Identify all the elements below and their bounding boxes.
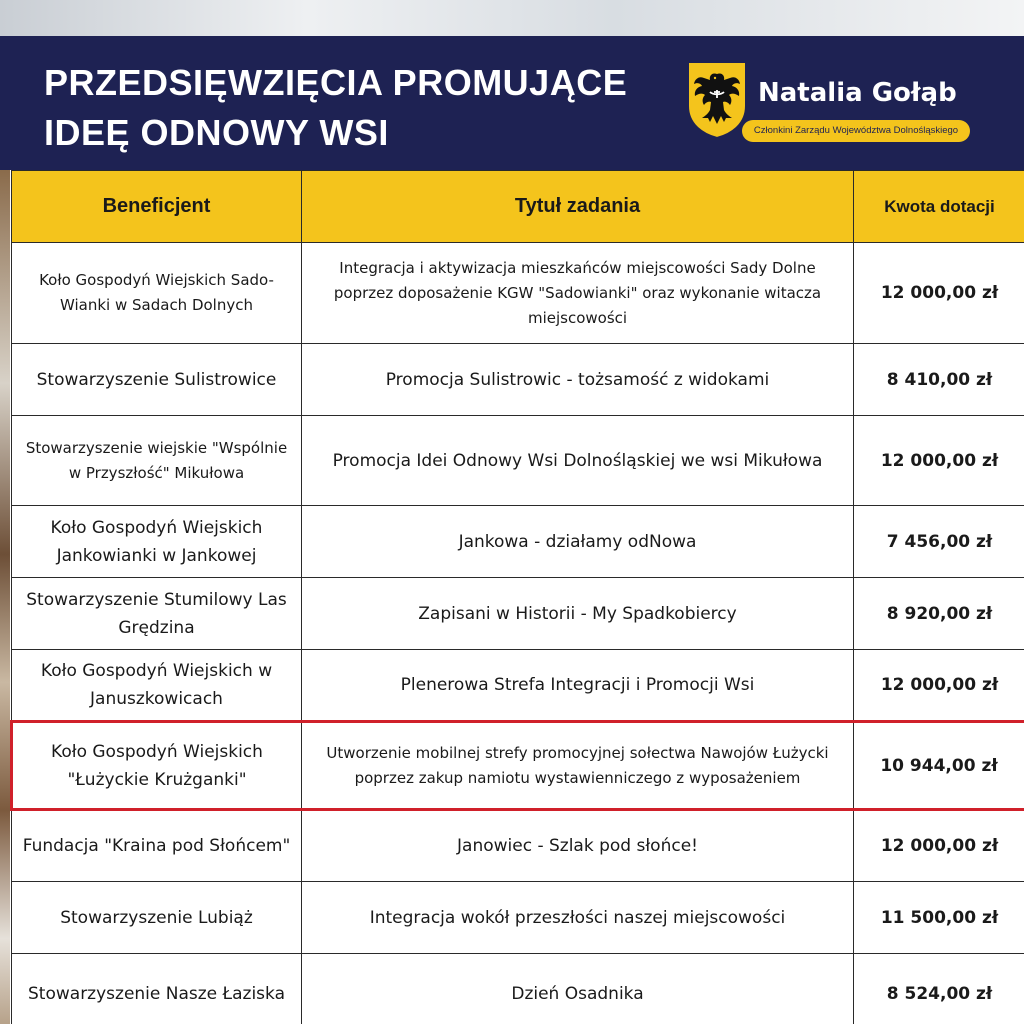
task-title-cell: Jankowa - działamy odNowa: [302, 506, 854, 578]
task-title-cell: Promocja Sulistrowic - tożsamość z widokami: [302, 344, 854, 416]
table-header-row: [12, 171, 1024, 243]
table-row: [12, 578, 1024, 650]
task-title-cell: Janowiec - Szlak pod słońce!: [302, 810, 854, 882]
background-photo-top: [0, 0, 1024, 36]
task-title-cell: Promocja Idei Odnowy Wsi Dolnośląskiej we wsi Mikułowa: [302, 416, 854, 506]
amount-cell: 12 000,00 zł: [854, 810, 1024, 882]
beneficiary-cell: Stowarzyszenie wiejskie "Wspólnie w Przyszłość" Mikułowa: [12, 416, 302, 506]
table-row: [12, 650, 1024, 722]
table-row: [12, 416, 1024, 506]
amount-cell: 12 000,00 zł: [854, 416, 1024, 506]
beneficiary-cell: Koło Gospodyń Wiejskich "Łużyckie Krużganki": [12, 722, 302, 810]
beneficiary-cell: Fundacja "Kraina pod Słońcem": [12, 810, 302, 882]
beneficiary-cell: Stowarzyszenie Sulistrowice: [12, 344, 302, 416]
grants-table-container: [10, 170, 1024, 1024]
beneficiary-cell: Stowarzyszenie Nasze Łaziska: [12, 954, 302, 1024]
table-row: [12, 344, 1024, 416]
brand-name: Natalia Gołąb: [756, 68, 970, 118]
page-title: [44, 58, 684, 158]
amount-cell: 12 000,00 zł: [854, 243, 1024, 344]
table-row: [12, 506, 1024, 578]
task-title-cell: Utworzenie mobilnej strefy promocyjnej sołectwa Nawojów Łużycki poprzez zakup namiotu wystawienniczego z wyposażeniem: [302, 722, 854, 810]
column-header-task-title: Tytuł zadania: [302, 171, 854, 243]
table-row-highlighted: [12, 722, 1024, 810]
task-title-cell: Integracja wokół przeszłości naszej miejscowości: [302, 882, 854, 954]
page-title-line-1: PRZEDSIĘWZIĘCIA PROMUJĄCE: [44, 62, 628, 103]
amount-cell: 8 920,00 zł: [854, 578, 1024, 650]
brand-logo: [684, 58, 974, 150]
task-title-cell: Dzień Osadnika: [302, 954, 854, 1024]
beneficiary-cell: Koło Gospodyń Wiejskich w Januszkowicach: [12, 650, 302, 722]
column-header-amount: Kwota dotacji: [854, 171, 1024, 243]
brand-subtitle: Członkini Zarządu Województwa Dolnośląskiego: [742, 120, 970, 142]
table-row: [12, 954, 1024, 1024]
beneficiary-cell: Koło Gospodyń Wiejskich Sado-Wianki w Sadach Dolnych: [12, 243, 302, 344]
table-row: [12, 882, 1024, 954]
silesian-eagle-crest-icon: [684, 58, 750, 140]
header-banner: [0, 36, 1024, 170]
amount-cell: 8 410,00 zł: [854, 344, 1024, 416]
task-title-cell: Zapisani w Historii - My Spadkobiercy: [302, 578, 854, 650]
amount-cell: 8 524,00 zł: [854, 954, 1024, 1024]
table-row: [12, 243, 1024, 344]
beneficiary-cell: Koło Gospodyń Wiejskich Jankowianki w Jankowej: [12, 506, 302, 578]
amount-cell: 12 000,00 zł: [854, 650, 1024, 722]
amount-cell: 10 944,00 zł: [854, 722, 1024, 810]
page-title-line-2: IDEĘ ODNOWY WSI: [44, 112, 389, 153]
beneficiary-cell: Stowarzyszenie Lubiąż: [12, 882, 302, 954]
amount-cell: 11 500,00 zł: [854, 882, 1024, 954]
task-title-cell: Integracja i aktywizacja mieszkańców miejscowości Sady Dolne poprzez doposażenie KGW "Sadowianki" oraz wykonanie witacza miejscowości: [302, 243, 854, 344]
task-title-cell: Plenerowa Strefa Integracji i Promocji Wsi: [302, 650, 854, 722]
amount-cell: 7 456,00 zł: [854, 506, 1024, 578]
grants-table: [10, 170, 1024, 1024]
beneficiary-cell: Stowarzyszenie Stumilowy Las Grędzina: [12, 578, 302, 650]
background-photo-left: [0, 170, 10, 1024]
table-row: [12, 810, 1024, 882]
column-header-beneficiary: Beneficjent: [12, 171, 302, 243]
